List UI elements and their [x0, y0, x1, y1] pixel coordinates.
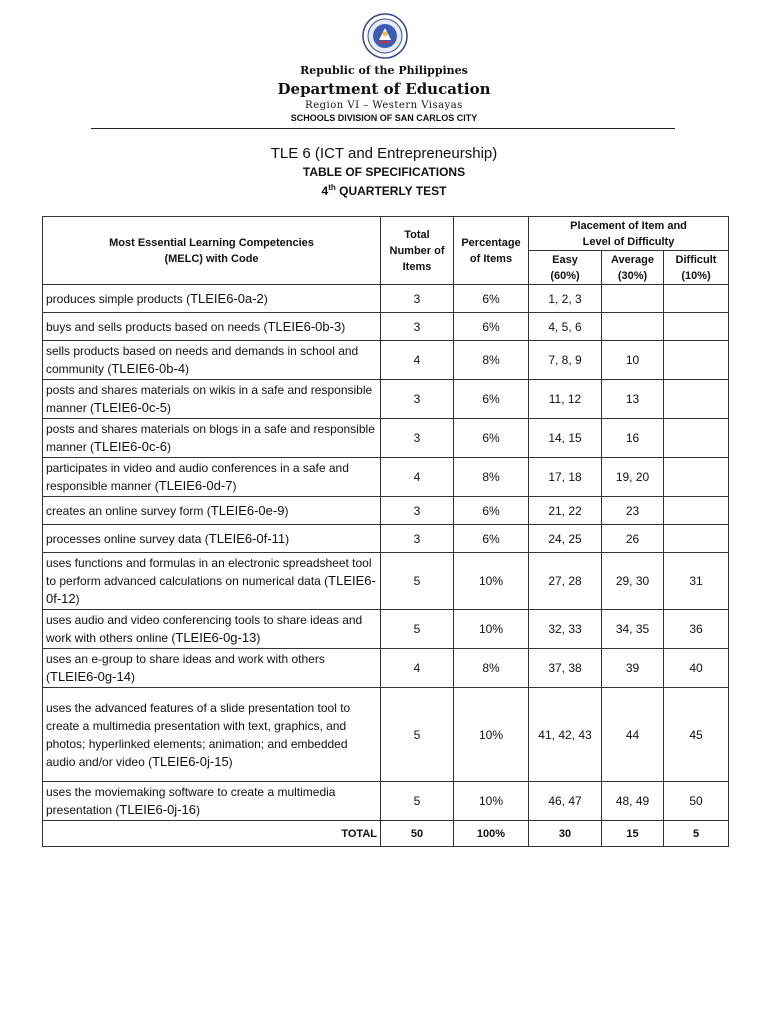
total-items-sum: 50 [381, 821, 454, 847]
percentage-cell: 6% [454, 313, 529, 341]
percentage-cell: 6% [454, 380, 529, 419]
percentage-cell: 10% [454, 553, 529, 610]
difficult-cell [664, 380, 729, 419]
table-row [43, 458, 729, 497]
average-cell: 16 [602, 419, 664, 458]
division-text: SCHOOLS DIVISION OF SAN CARLOS CITY [290, 113, 478, 123]
percentage-cell: 10% [454, 782, 529, 821]
average-cell: 19, 20 [602, 458, 664, 497]
competency-cell: sells products based on needs and demands in school and community (TLEIE6-0b-4) [43, 341, 381, 380]
average-cell: 10 [602, 341, 664, 380]
average-cell: 44 [602, 688, 664, 782]
table-row [43, 380, 729, 419]
easy-cell: 14, 15 [529, 419, 602, 458]
percentage-cell: 6% [454, 525, 529, 553]
percentage-cell: 8% [454, 649, 529, 688]
table-row [43, 610, 729, 649]
easy-cell: 41, 42, 43 [529, 688, 602, 782]
competency-cell: posts and shares materials on wikis in a safe and responsible manner (TLEIE6-0c-5) [43, 380, 381, 419]
table-row [43, 313, 729, 341]
total-cell: 3 [381, 313, 454, 341]
competency-cell: produces simple products (TLEIE6-0a-2) [43, 285, 381, 313]
easy-cell: 27, 28 [529, 553, 602, 610]
total-label: TOTAL [43, 821, 381, 847]
easy-cell: 37, 38 [529, 649, 602, 688]
easy-cell: 11, 12 [529, 380, 602, 419]
average-cell: 26 [602, 525, 664, 553]
total-easy-sum: 30 [529, 821, 602, 847]
table-row [43, 285, 729, 313]
table-row [43, 649, 729, 688]
easy-cell: 4, 5, 6 [529, 313, 602, 341]
melc-code: TLEIE6-0e-9 [210, 502, 285, 518]
difficult-header: Difficult (10%) [664, 251, 729, 285]
specifications-table [42, 216, 729, 847]
department-name: Department of Education [277, 80, 491, 98]
competency-cell: uses an e-group to share ideas and work with others (TLEIE6-0g-14) [43, 649, 381, 688]
percentage-header: Percentage of Items [454, 217, 529, 285]
total-cell: 5 [381, 610, 454, 649]
melc-header: Most Essential Learning Competencies (MELC) with Code [43, 217, 381, 285]
difficult-cell: 31 [664, 553, 729, 610]
melc-code: TLEIE6-0c-6 [94, 439, 168, 454]
total-cell: 5 [381, 782, 454, 821]
average-cell [602, 285, 664, 313]
melc-code: TLEIE6-0a-2 [190, 290, 264, 306]
percentage-cell: 6% [454, 497, 529, 525]
table-row [43, 553, 729, 610]
total-cell: 4 [381, 341, 454, 380]
easy-cell: 17, 18 [529, 458, 602, 497]
quarter-suffix: th [328, 183, 336, 192]
competency-cell: uses functions and formulas in an electronic spreadsheet tool to perform advanced calculations on numerical data (TLEIE6-0f-12) [43, 553, 381, 610]
easy-cell: 46, 47 [529, 782, 602, 821]
melc-code: TLEIE6-0b-4 [111, 361, 186, 376]
melc-code: TLEIE6-0j-15 [152, 753, 229, 769]
percentage-cell: 6% [454, 285, 529, 313]
competency-cell: uses the moviemaking software to create a multimedia presentation (TLEIE6-0j-16) [43, 782, 381, 821]
quarter-text: QUARTERLY TEST [335, 184, 447, 198]
deped-seal-icon [362, 13, 408, 59]
difficult-cell [664, 419, 729, 458]
competency-cell: posts and shares materials on blogs in a safe and responsible manner (TLEIE6-0c-6) [43, 419, 381, 458]
document-subtitle: TABLE OF SPECIFICATIONS [302, 165, 466, 179]
table-row [43, 782, 729, 821]
easy-cell: 21, 22 [529, 497, 602, 525]
placement-header: Placement of Item and Level of Difficulty [529, 217, 729, 251]
percentage-cell: 6% [454, 419, 529, 458]
average-cell: 23 [602, 497, 664, 525]
percentage-cell: 8% [454, 458, 529, 497]
percentage-cell: 8% [454, 341, 529, 380]
difficult-cell [664, 497, 729, 525]
melc-code: TLEIE6-0f-12 [46, 573, 376, 606]
total-difficult-sum: 5 [664, 821, 729, 847]
difficult-cell: 50 [664, 782, 729, 821]
total-percentage-sum: 100% [454, 821, 529, 847]
total-cell: 4 [381, 649, 454, 688]
total-cell: 3 [381, 497, 454, 525]
total-row [43, 821, 729, 847]
difficult-cell: 40 [664, 649, 729, 688]
table-row [43, 497, 729, 525]
difficult-cell: 45 [664, 688, 729, 782]
document-title: TLE 6 (ICT and Entrepreneurship) [270, 145, 498, 162]
percentage-cell: 10% [454, 610, 529, 649]
easy-header: Easy (60%) [529, 251, 602, 285]
average-cell: 39 [602, 649, 664, 688]
difficult-cell [664, 341, 729, 380]
competency-cell: creates an online survey form (TLEIE6-0e-9) [43, 497, 381, 525]
header-divider [91, 128, 675, 129]
total-cell: 5 [381, 553, 454, 610]
difficult-cell [664, 285, 729, 313]
competency-cell: participates in video and audio conferences in a safe and responsible manner (TLEIE6-0d-7) [43, 458, 381, 497]
total-average-sum: 15 [602, 821, 664, 847]
average-cell: 34, 35 [602, 610, 664, 649]
melc-code: TLEIE6-0d-7 [158, 478, 233, 493]
melc-code: TLEIE6-0g-13 [175, 630, 257, 645]
quarter-label [0, 183, 768, 198]
competency-cell: uses audio and video conferencing tools to share ideas and work with others online (TLEIE6-0g-13) [43, 610, 381, 649]
total-cell: 3 [381, 419, 454, 458]
table-row [43, 688, 729, 782]
difficult-cell [664, 525, 729, 553]
easy-cell: 24, 25 [529, 525, 602, 553]
difficult-cell [664, 313, 729, 341]
total-cell: 5 [381, 688, 454, 782]
average-cell [602, 313, 664, 341]
easy-cell: 1, 2, 3 [529, 285, 602, 313]
melc-code: TLEIE6-0j-16 [119, 802, 196, 817]
melc-code: TLEIE6-0f-11 [208, 530, 286, 546]
table-row [43, 341, 729, 380]
total-items-header: Total Number of Items [381, 217, 454, 285]
table-row [43, 525, 729, 553]
republic-text: Republic of the Philippines [300, 64, 468, 77]
table-row [43, 419, 729, 458]
percentage-cell: 10% [454, 688, 529, 782]
competency-cell: processes online survey data (TLEIE6-0f-11) [43, 525, 381, 553]
average-cell: 48, 49 [602, 782, 664, 821]
competency-cell: uses the advanced features of a slide presentation tool to create a multimedia presentation with text, graphics, and photos; hyperlinked elements; animation; and embedded audio and/or video (TLEIE6-0j-15) [43, 688, 381, 782]
difficult-cell: 36 [664, 610, 729, 649]
total-cell: 3 [381, 380, 454, 419]
melc-code: TLEIE6-0c-5 [94, 400, 168, 415]
melc-code: TLEIE6-0g-14 [50, 669, 131, 684]
region-text: Region VI – Western Visayas [305, 100, 463, 111]
easy-cell: 7, 8, 9 [529, 341, 602, 380]
quarter-number: 4 [321, 184, 329, 198]
average-header: Average (30%) [602, 251, 664, 285]
melc-code: TLEIE6-0b-3 [267, 318, 342, 334]
average-cell: 29, 30 [602, 553, 664, 610]
total-cell: 3 [381, 525, 454, 553]
average-cell: 13 [602, 380, 664, 419]
easy-cell: 32, 33 [529, 610, 602, 649]
total-cell: 3 [381, 285, 454, 313]
difficult-cell [664, 458, 729, 497]
total-cell: 4 [381, 458, 454, 497]
competency-cell: buys and sells products based on needs (TLEIE6-0b-3) [43, 313, 381, 341]
